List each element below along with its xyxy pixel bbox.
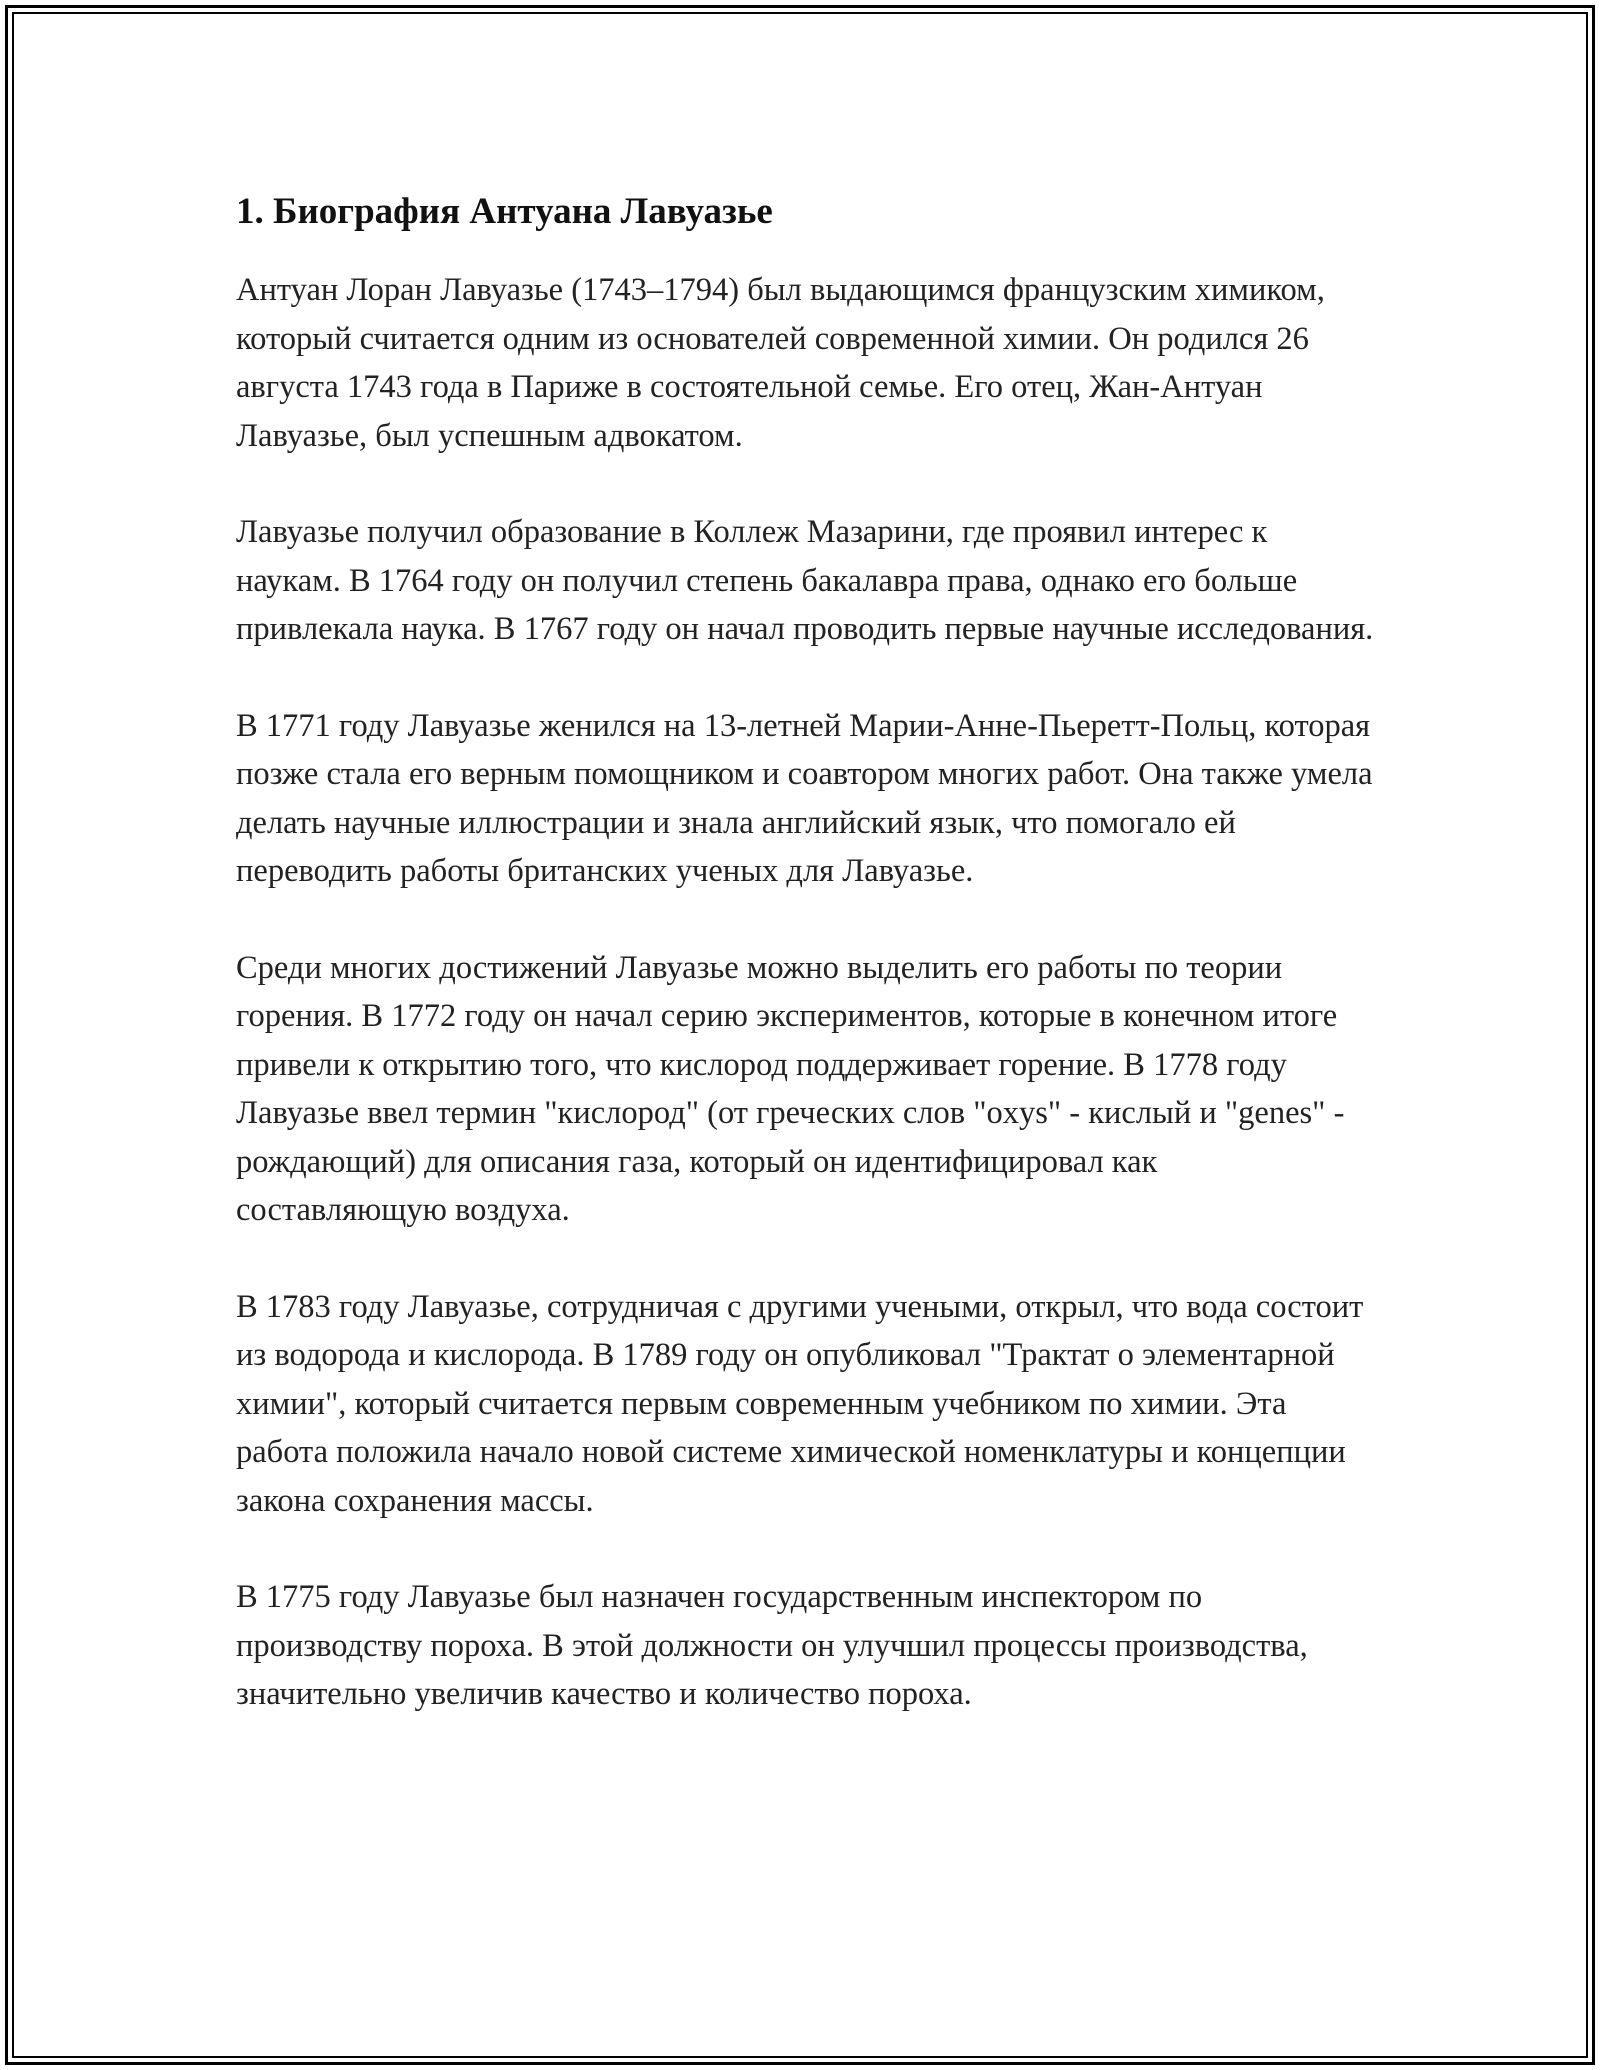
paragraph-treatise: В 1783 году Лавуазье, сотрудничая с другими учеными, открыл, что вода состоит из водорода и кислорода. В 1789 году он опубликовал "Трактат о элементарной химии", который считается первым современным учебником по химии. Эта работа положила начало новой системе химической номенклатуры и концепции закона сохранения массы.: [236, 1288, 1364, 1519]
paragraph-education: Лавуазье получил образование в Коллеж Мазарини, где проявил интерес к наукам. В 1764 году он получил степень бакалавра права, однако его больше привлекала наука. В 1767 году он начал проводить первые научные исследования.: [236, 514, 1374, 647]
paragraph-marriage: В 1771 году Лавуазье женился на 13-летней Марии-Анне-Пьеретт-Польц, которая позже стала его верным помощником и соавтором многих работ. Она также умела делать научные иллюстрации и знала английский язык, что помогало ей переводить работы британских ученых для Лавуазье.: [236, 707, 1373, 889]
paragraph-combustion: Среди многих достижений Лавуазье можно выделить его работы по теории горения. В 1772 году он начал серию экспериментов, которые в конечном итоге привели к открытию того, что кислород поддерживает горение. В 1778 году Лавуазье ввел термин "кислород" (от греческих слов "oxys" - кислый и "genes" - рождающий) для описания газа, который он идентифицировал как составляющую воздуха.: [236, 949, 1345, 1228]
section-heading: 1. Биография Антуана Лавуазье: [236, 191, 773, 232]
paragraph-birth: Антуан Лоран Лавуазье (1743–1794) был выдающимся французским химиком, который считается одним из основателей современной химии. Он родился 26 августа 1743 года в Париже в состоятельной семье. Его отец, Жан-Антуан Лавуазье, был успешным адвокатом.: [236, 272, 1325, 454]
document-body: [236, 188, 1376, 1767]
paragraph-gunpowder: В 1775 году Лавуазье был назначен государственным инспектором по производству пороха. В этой должности он улучшил процессы производства, значительно увеличив качество и количество пороха.: [236, 1579, 1308, 1712]
